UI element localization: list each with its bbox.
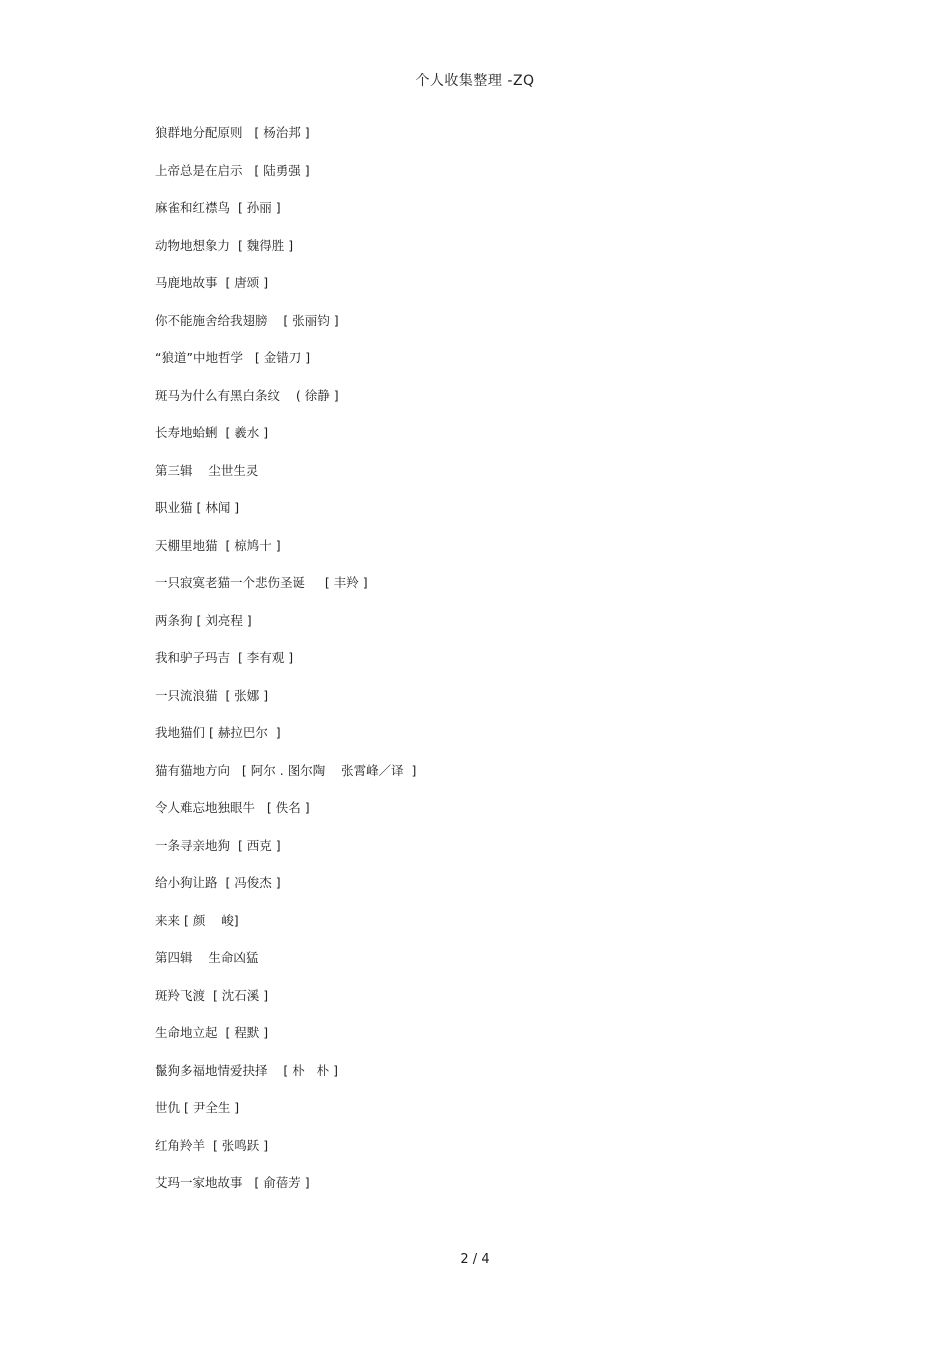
- list-item: 世仇 [ 尹全生 ]: [155, 1100, 240, 1115]
- list-item: 红角羚羊 [ 张鸣跃 ]: [155, 1137, 269, 1153]
- table-of-contents: [155, 124, 416, 1212]
- list-item: 狼群地分配原则 [ 杨治邦 ]: [155, 125, 310, 140]
- list-item: “狼道”中地哲学 [ 金错刀 ]: [155, 350, 311, 365]
- page-header: 个人收集整理 -ZQ: [415, 73, 535, 89]
- list-item: 我和驴子玛吉 [ 李有观 ]: [155, 650, 294, 665]
- list-item: 鬣狗多福地情爱抉择 [ 朴 朴 ]: [155, 1062, 339, 1078]
- list-item: 一只寂寞老猫一个悲伤圣诞 [ 丰羚 ]: [155, 575, 368, 590]
- list-item: 职业猫 [ 林闻 ]: [155, 500, 240, 515]
- list-item: 上帝总是在启示 [ 陆勇强 ]: [155, 162, 310, 178]
- list-item: 猫有猫地方向 [ 阿尔 . 图尔陶 张霄峰／译 ]: [155, 762, 417, 778]
- list-item: 马鹿地故事 [ 唐颂 ]: [155, 275, 269, 290]
- list-item: 一条寻亲地狗 [ 西克 ]: [155, 837, 281, 853]
- list-item: 来来 [ 颜 峻]: [155, 912, 239, 928]
- page-number: 2 / 4: [460, 1252, 490, 1267]
- section-heading: 第四辑 生命凶猛: [155, 950, 259, 965]
- list-item: 给小狗让路 [ 冯俊杰 ]: [155, 875, 281, 890]
- list-item: 长寿地蛤蜊 [ 羲水 ]: [155, 425, 269, 440]
- list-item: 我地猫们 [ 赫拉巴尔 ]: [155, 725, 281, 740]
- list-item: 生命地立起 [ 程默 ]: [155, 1025, 269, 1040]
- list-item: 一只流浪猫 [ 张娜 ]: [155, 687, 269, 703]
- list-item: 你不能施舍给我翅膀 [ 张丽钧 ]: [155, 312, 339, 328]
- list-item: 斑羚飞渡 [ 沈石溪 ]: [155, 987, 269, 1003]
- section-heading: 第三辑 尘世生灵: [155, 462, 259, 478]
- list-item: 艾玛一家地故事 [ 俞蓓芳 ]: [155, 1175, 310, 1190]
- list-item: 动物地想象力 [ 魏得胜 ]: [155, 237, 294, 253]
- list-item: 麻雀和红襟鸟 [ 孙丽 ]: [155, 200, 281, 215]
- list-item: 斑马为什么有黑白条纹 ( 徐静 ]: [155, 387, 339, 403]
- list-item: 天棚里地猫 [ 椋鸠十 ]: [155, 537, 281, 553]
- list-item: 两条狗 [ 刘亮程 ]: [155, 612, 252, 628]
- list-item: 令人难忘地独眼牛 [ 佚名 ]: [155, 800, 310, 815]
